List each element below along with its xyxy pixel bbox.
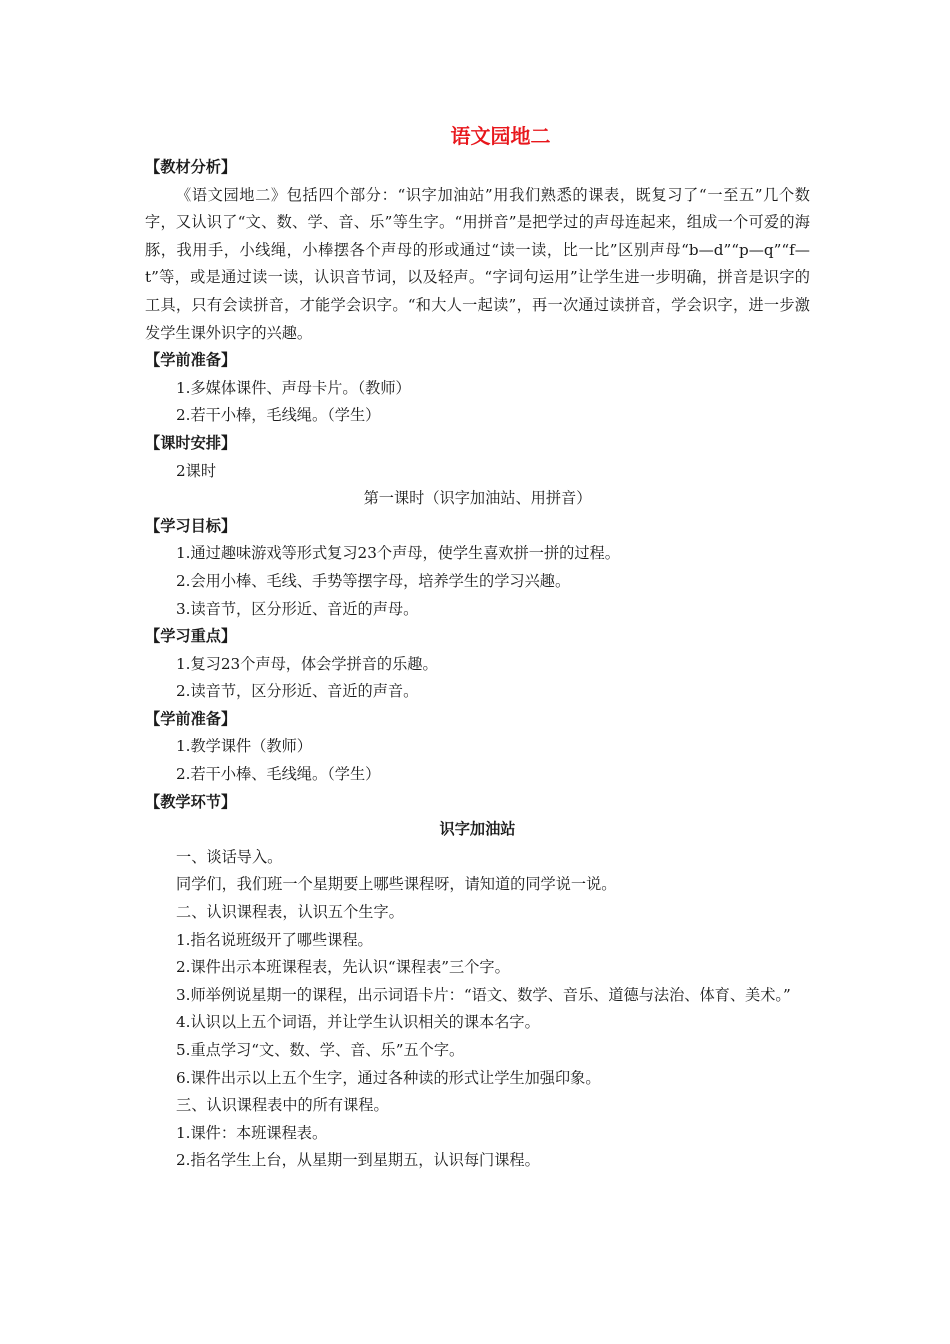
- list-item: 1.复习23个声母，体会学拼音的乐趣。: [176, 654, 438, 673]
- schedule-text: 2课时: [176, 461, 217, 480]
- section-heading-goals: 【学习目标】: [145, 516, 237, 535]
- section-heading-schedule: 【课时安排】: [145, 433, 237, 452]
- step-line: 2.课件出示本班课程表，先认识“课程表”三个字。: [176, 958, 510, 977]
- step-line: 1.指名说班级开了哪些课程。: [176, 930, 373, 949]
- list-item: 2.若干小棒、毛线绳。（学生）: [176, 765, 381, 784]
- analysis-paragraph: 《语文园地二》包括四个部分：“识字加油站”用我们熟悉的课表，既复习了“一至五”几个数字，又认识了“文、数、学、音、乐”等生字。“用拼音”是把学过的声母连起来，组成一个可爱的海豚，我用手，小线绳，小棒摆各个声母的形或通过“读一读，比一比”区别声母“b—d”“p—q”“f—t”等，或是通过读一读，认识音节词，以及轻声。“字词句运用”让学生进一步明确，拼音是识字的工具，只有会读拼音，才能学会识字。“和大人一起读”，再一次通过读拼音，学会识字，进一步激发学生课外识字的兴趣。: [145, 185, 810, 342]
- list-item: 2.会用小棒、毛线、手势等摆字母，培养学生的学习兴趣。: [176, 571, 571, 590]
- step-line: 一、谈话导入。: [176, 847, 283, 866]
- step-line: 1.课件：本班课程表。: [176, 1123, 328, 1142]
- list-item: 2.读音节，区分形近、音近的声音。: [176, 682, 419, 701]
- step-line: 二、认识课程表，认识五个生字。: [176, 903, 404, 922]
- list-item: 2.若干小棒，毛线绳。（学生）: [176, 406, 381, 425]
- section-heading-focus: 【学习重点】: [145, 627, 237, 646]
- step-line: 2.指名学生上台，从星期一到星期五，认识每门课程。: [176, 1151, 540, 1170]
- step-line: 4.认识以上五个词语，并让学生认识相关的课本名字。: [176, 1013, 540, 1032]
- lesson-title: 第一课时（识字加油站、用拼音）: [363, 489, 592, 508]
- section-heading-analysis: 【教材分析】: [145, 158, 237, 176]
- list-item: 1.教学课件（教师）: [176, 737, 312, 756]
- list-item: 1.通过趣味游戏等形式复习23个声母，使学生喜欢拼一拼的过程。: [176, 544, 620, 563]
- section-heading-steps: 【教学环节】: [145, 792, 237, 811]
- document-body: [145, 118, 810, 1175]
- list-item: 1.多媒体课件、声母卡片。（教师）: [176, 378, 411, 397]
- step-line: 三、认识课程表中的所有课程。: [176, 1096, 389, 1115]
- step-line: 5.重点学习“文、数、学、音、乐”五个字。: [176, 1041, 465, 1059]
- list-item: 3.读音节，区分形近、音近的声母。: [176, 599, 419, 618]
- subsection-title: 识字加油站: [439, 820, 516, 839]
- step-line: 6.课件出示以上五个生字，通过各种读的形式让学生加强印象。: [176, 1068, 601, 1087]
- section-heading-prep: 【学前准备】: [145, 351, 237, 370]
- page-title: 语文园地二: [450, 124, 551, 148]
- section-heading-prep: 【学前准备】: [145, 709, 237, 728]
- step-line: 3.师举例说星期一的课程，出示词语卡片：“语文、数学、音乐、道德与法治、体育、美术。”: [176, 985, 791, 1004]
- step-line: 同学们，我们班一个星期要上哪些课程呀，请知道的同学说一说。: [176, 875, 617, 894]
